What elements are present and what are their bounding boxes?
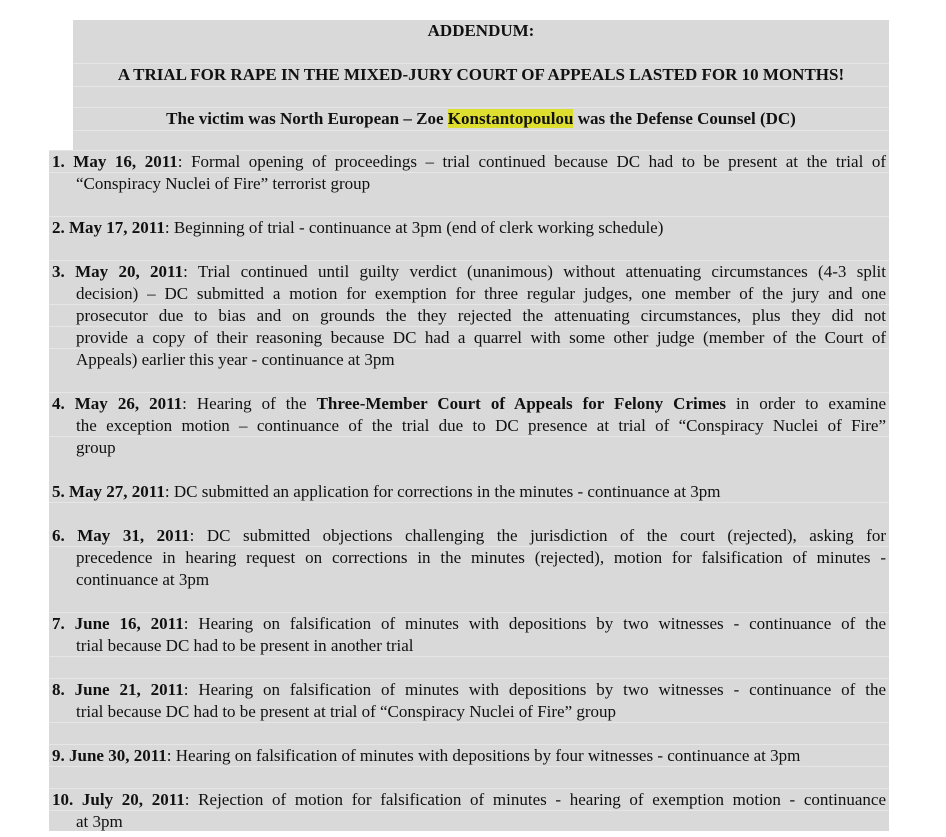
subtitle-after: was the Defense Counsel (DC) — [573, 109, 796, 128]
entry-date: 4. May 26, 2011 — [52, 394, 183, 413]
timeline-entry-8 — [52, 679, 886, 723]
timeline-entry-6 — [52, 525, 886, 591]
entry-text: “Conspiracy Nuclei of Fire” terrorist group — [76, 174, 371, 193]
entry-text: : Hearing on falsification of minutes with depositions by two witnesses - continuance of the — [183, 614, 886, 633]
entry-text: the exception motion – continuance of the trial due to DC presence at trial of “Conspiracy Nuclei of Fire” — [76, 416, 886, 435]
entry-text: precedence in hearing request on corrections in the minutes (rejected), motion for falsification of minutes - — [76, 548, 886, 567]
timeline-entry-10 — [52, 789, 886, 833]
entry-text: decision) – DC submitted a motion for exemption for three regular judges, one member of the jury and one — [76, 284, 886, 303]
entry-text: in order to examine — [726, 394, 886, 413]
separator — [73, 130, 889, 131]
subtitle-before: The victim was North European – Zoe — [166, 109, 448, 128]
entry-text: group — [76, 438, 116, 457]
entry-text: : Trial continued until guilty verdict (unanimous) without attenuating circumstances (4-3 split — [183, 262, 886, 281]
timeline-entry-4 — [52, 393, 886, 459]
timeline-entry-7 — [52, 613, 886, 657]
timeline-entry-1 — [52, 151, 886, 195]
entry-text: : Hearing on falsification of minutes with depositions by four witnesses - continuance at 3pm — [166, 746, 801, 765]
entry-text: : DC submitted an application for corrections in the minutes - continuance at 3pm — [164, 482, 721, 501]
entry-date: 3. May 20, 2011 — [52, 262, 184, 281]
timeline-entry-5 — [52, 481, 886, 503]
subtitle — [73, 108, 889, 130]
entry-text: prosecutor due to bias and on grounds the they rejected the attenuating circumstances, plus they did not — [76, 306, 886, 325]
highlighted-name: Konstantopoulou — [447, 109, 574, 128]
timeline-entry-9 — [52, 745, 886, 767]
entry-text: : DC submitted objections challenging the jurisdiction of the court (rejected), asking for — [189, 526, 887, 545]
entry-date: 7. June 16, 2011 — [52, 614, 184, 633]
entry-text: : Beginning of trial - continuance at 3pm (end of clerk working schedule) — [164, 218, 664, 237]
header-block — [73, 20, 889, 150]
entry-date: 8. June 21, 2011 — [52, 680, 184, 699]
timeline-entry-2 — [52, 217, 886, 239]
entry-date: 10. July 20, 2011 — [52, 790, 185, 809]
entry-text: Appeals) earlier this year - continuance at 3pm — [76, 350, 395, 369]
entry-text: : Hearing of the — [182, 394, 317, 413]
entry-text: provide a copy of their reasoning because DC had a quarrel with some other judge (member of the Court of — [76, 328, 886, 347]
separator — [73, 86, 889, 87]
entry-text: trial because DC had to be present in another trial — [76, 636, 414, 655]
entry-text: : Hearing on falsification of minutes with depositions by two witnesses - continuance of the — [183, 680, 886, 699]
entry-text: : Rejection of motion for falsification of minutes - hearing of exemption motion - continuance — [184, 790, 886, 809]
entry-date: 9. June 30, 2011 — [52, 746, 167, 765]
court-name: Three-Member Court of Appeals for Felony Crimes — [316, 394, 727, 413]
entry-text: : Formal opening of proceedings – trial continued because DC had to be present at the trial of — [177, 152, 887, 171]
entry-date: 1. May 16, 2011 — [52, 152, 178, 171]
timeline-entry-3 — [52, 261, 886, 371]
entry-text: continuance at 3pm — [76, 570, 210, 589]
entry-text: trial because DC had to be present at trial of “Conspiracy Nuclei of Fire” group — [76, 702, 617, 721]
entry-date: 2. May 17, 2011 — [52, 218, 165, 237]
document-title: A TRIAL FOR RAPE IN THE MIXED-JURY COURT OF APPEALS LASTED FOR 10 MONTHS! — [117, 65, 845, 84]
entry-date: 6. May 31, 2011 — [52, 526, 190, 545]
entry-date: 5. May 27, 2011 — [52, 482, 165, 501]
entry-text: at 3pm — [76, 812, 123, 831]
heading: ADDENDUM: — [427, 21, 535, 40]
